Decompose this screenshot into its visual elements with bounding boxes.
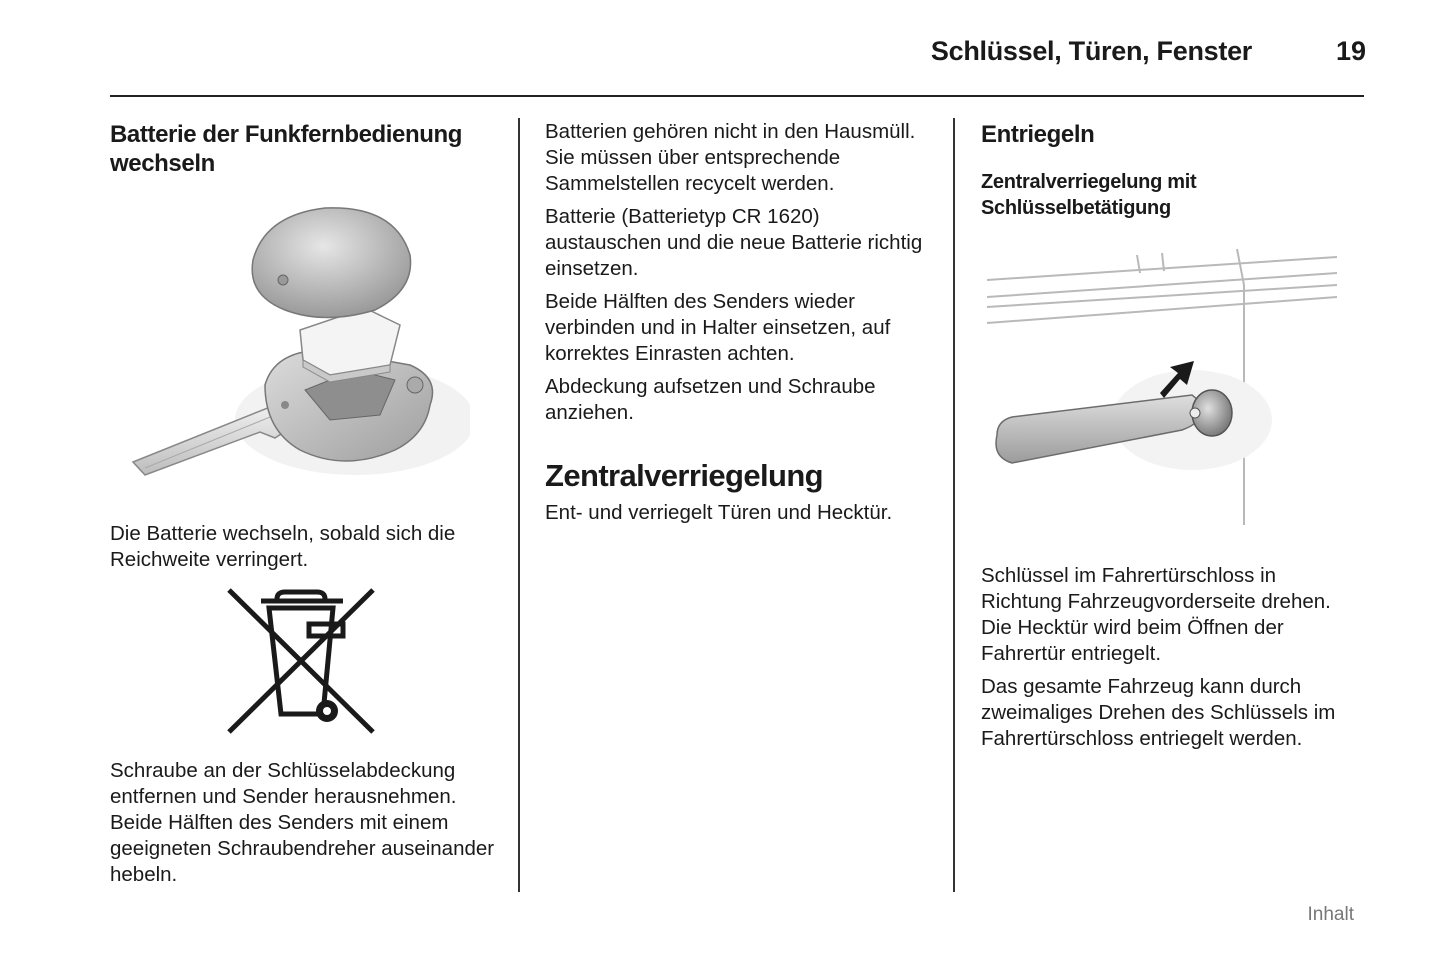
paragraph-battery-disposal: Batterien gehören nicht in den Hausmüll. Sie müssen über entsprechende Sammelstellen recycelt werden.	[545, 120, 916, 195]
paragraph-battery-range: Die Batterie wechseln, sobald sich die Reichweite verringert.	[110, 522, 456, 571]
door-lock-icon	[982, 245, 1342, 535]
column-3	[981, 120, 1356, 221]
paragraph-central-locking: Ent- und verriegelt Türen und Hecktür.	[545, 501, 893, 524]
paragraph-remove-screw: Schraube an der Schlüsselabdeckung entfernen und Sender herausnehmen. Beide Hälften des Senders mit einem geeigneten Schraubendreher auseinander hebeln.	[110, 759, 495, 886]
page-header-title: Schlüssel, Türen, Fenster	[930, 36, 1252, 66]
column-1	[110, 120, 505, 178]
paragraph-double-turn: Das gesamte Fahrzeug kann durch zweimaliges Drehen des Schlüssels im Fahrertürschloss entriegelt werden.	[981, 675, 1336, 750]
column-1-bottom	[110, 758, 505, 888]
contents-link[interactable]: Inhalt	[1307, 904, 1354, 925]
section-heading-unlock: Entriegeln	[981, 121, 1095, 148]
header-divider	[110, 95, 1364, 97]
crossed-out-bin-icon	[225, 586, 377, 736]
column-3-lower	[981, 563, 1361, 752]
page-number: 19	[1335, 36, 1366, 66]
remote-key-icon	[125, 200, 470, 485]
column-1-lower	[110, 521, 505, 573]
paragraph-cover-screw: Abdeckung aufsetzen und Schraube anziehen.	[545, 375, 876, 424]
section-heading-central-locking: Zentralverriegelung	[545, 458, 824, 493]
paragraph-turn-key: Schlüssel im Fahrertürschloss in Richtung Fahrzeugvorderseite drehen. Die Hecktür wird beim Öffnen der Fahrertür entriegelt.	[981, 564, 1331, 665]
paragraph-battery-type: Batterie (Batterietyp CR 1620) austauschen und die neue Batterie richtig einsetzen.	[545, 205, 923, 280]
section-heading-battery-change: Batterie der Funkfernbedienung wechseln	[110, 121, 463, 177]
paragraph-reassemble: Beide Hälften des Senders wieder verbinden und in Halter einsetzen, auf korrektes Einrasten achten.	[545, 290, 891, 365]
key-battery-illustration	[125, 200, 470, 485]
subheading-key-operation: Zentralverriegelung mit Schlüsselbetätigung	[981, 171, 1197, 219]
column-2	[545, 119, 935, 526]
door-handle-illustration	[982, 245, 1342, 535]
column-divider-right	[953, 118, 955, 892]
column-divider-left	[518, 118, 520, 892]
weee-symbol	[225, 586, 377, 736]
